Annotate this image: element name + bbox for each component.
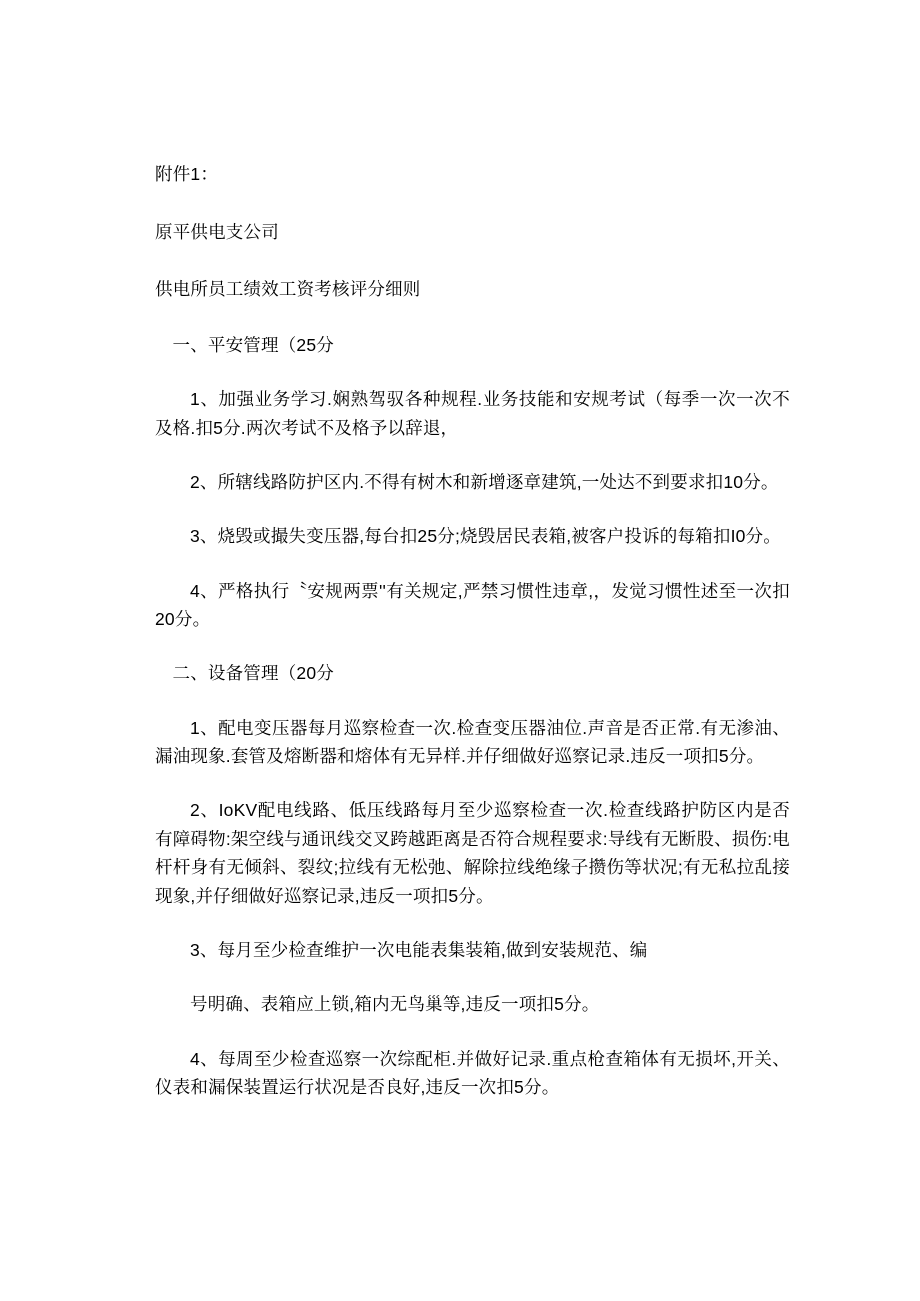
document-body	[155, 160, 790, 1101]
section-2-item-2: 2、IoKV配电线路、低压线路每月至少巡察检查一次.检查线路护防区内是否有障碍物:架空线与通讯线交叉跨越距离是否符合规程要求:导线有无断股、损伤:电杆杆身有无倾斜、裂纹;拉线有无松弛、解除拉线绝缘子攒伤等状况;有无私拉乱接现象,并仔细做好巡察记录,违反一项扣5分。	[155, 800, 790, 906]
section-heading-2: 二、设备管理（20分	[172, 663, 334, 684]
section-1-item-4: 4、严格执行〝安规两票''有关规定,严禁习惯性违章,，发觉习惯性述至一次扣20分。	[155, 580, 790, 630]
section-heading-1: 一、平安管理（25分	[172, 335, 334, 356]
section-1-item-3: 3、烧毁或撮失变压器,每台扣25分;烧毁居民表箱,被客户投诉的每箱扣I0分。	[190, 526, 781, 547]
document-title: 供电所员工绩效工资考核评分细则	[155, 278, 421, 299]
section-2-item-3: 3、每月至少检查维护一次电能表集装箱,做到安装规范、编	[190, 939, 648, 960]
organization-name: 原平供电支公司	[155, 222, 279, 243]
attachment-label: 附件1：	[155, 164, 219, 184]
section-1-item-1: 1、加强业务学习.娴熟驾驭各种规程.业务技能和安规考试（每季一次一次不及格.扣5分.两次考试不及格予以辞退，	[155, 389, 790, 438]
section-2-item-4: 4、每周至少检查巡察一次综配柜.并做好记录.重点枪查箱体有无损坏,开关、仪表和漏保装置运行状况是否良好,违反一次扣5分。	[155, 1048, 790, 1097]
section-2-item-1: 1、配电变压器每月巡察检查一次.检查变压器油位.声音是否正常.有无渗油、漏油现象.套管及熔断器和熔体有无异样.并仔细做好巡察记录.违反一项扣5分。	[155, 717, 790, 767]
section-2-item-3-cont: 号明确、表箱应上锁,箱内无鸟巢等,违反一项扣5分。	[190, 994, 600, 1015]
section-1-item-2: 2、所辖线路防护区内.不得有树木和新增逐章建筑,一处达不到要求扣10分。	[190, 472, 779, 493]
